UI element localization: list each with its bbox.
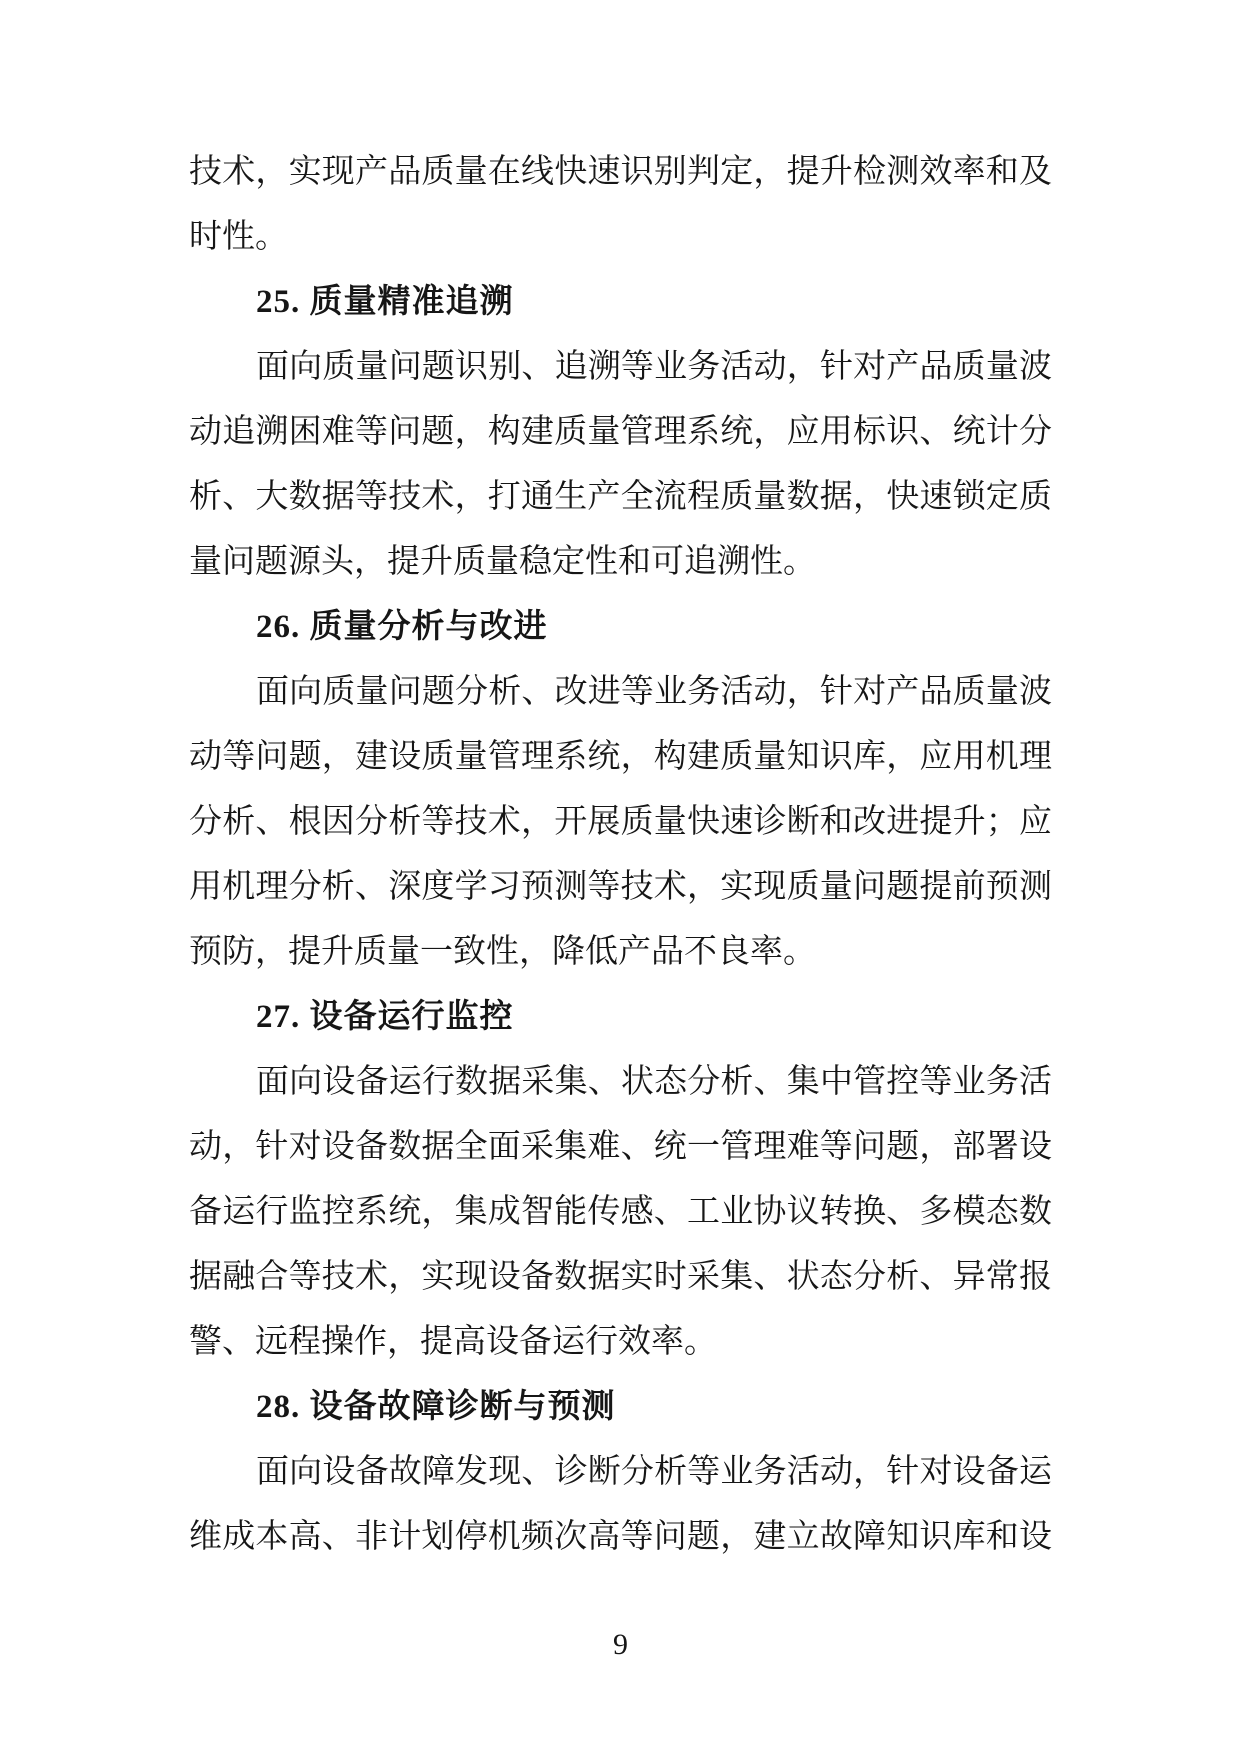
text-line: 警、远程操作，提高设备运行效率。: [189, 1324, 717, 1360]
text-line: 面向质量问题识别、追溯等业务活动，针对产品质量波: [256, 349, 1052, 385]
section-heading-26: 26. 质量分析与改进: [256, 609, 548, 645]
section-heading-25: 25. 质量精准追溯: [256, 284, 514, 320]
text-line: 据融合等技术，实现设备数据实时采集、状态分析、异常报: [189, 1259, 1052, 1295]
text-line: 时性。: [189, 219, 288, 255]
text-line: 技术，实现产品质量在线快速识别判定，提升检测效率和及: [189, 154, 1052, 190]
text-line: 分析、根因分析等技术，开展质量快速诊断和改进提升；应: [189, 804, 1052, 840]
text-line: 维成本高、非计划停机频次高等问题，建立故障知识库和设: [189, 1519, 1052, 1555]
text-line: 备运行监控系统，集成智能传感、工业协议转换、多模态数: [189, 1194, 1052, 1230]
text-line: 析、大数据等技术，打通生产全流程质量数据，快速锁定质: [189, 479, 1052, 515]
text-line: 量问题源头，提升质量稳定性和可追溯性。: [189, 544, 816, 580]
text-line: 用机理分析、深度学习预测等技术，实现质量问题提前预测: [189, 869, 1052, 905]
text-line: 面向质量问题分析、改进等业务活动，针对产品质量波: [256, 674, 1052, 710]
text-line: 动追溯困难等问题，构建质量管理系统，应用标识、统计分: [189, 414, 1052, 450]
page-number: 9: [613, 1628, 628, 1661]
text-line: 动等问题，建设质量管理系统，构建质量知识库，应用机理: [189, 739, 1052, 775]
text-line: 面向设备运行数据采集、状态分析、集中管控等业务活: [256, 1064, 1052, 1100]
section-heading-27: 27. 设备运行监控: [256, 999, 514, 1035]
text-line: 预防，提升质量一致性，降低产品不良率。: [189, 934, 816, 970]
text-line: 动，针对设备数据全面采集难、统一管理难等问题，部署设: [189, 1129, 1052, 1165]
section-heading-28: 28. 设备故障诊断与预测: [256, 1389, 616, 1425]
text-line: 面向设备故障发现、诊断分析等业务活动，针对设备运: [256, 1454, 1052, 1490]
